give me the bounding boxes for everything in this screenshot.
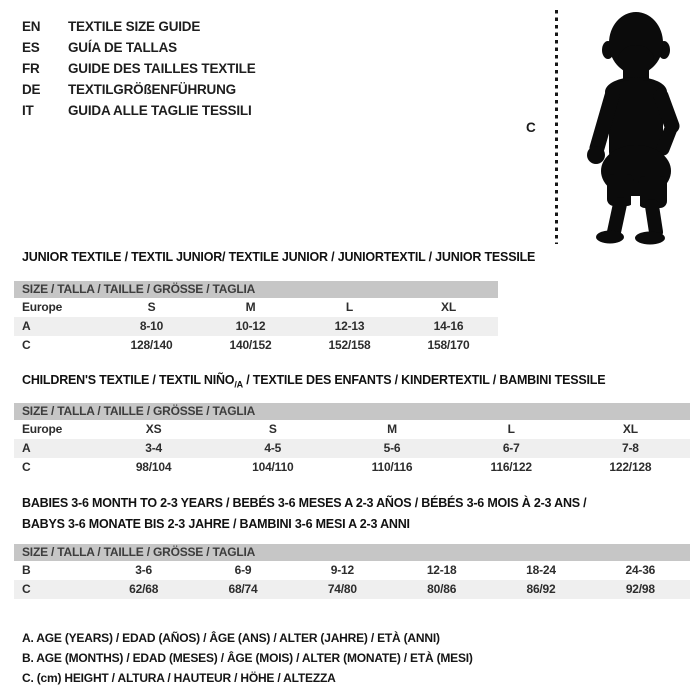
toddler-silhouette-icon <box>566 6 700 246</box>
row-label: C <box>22 582 31 596</box>
months-cell: 3-6 <box>135 563 153 577</box>
table-row <box>14 420 690 439</box>
row-label: B <box>22 563 31 577</box>
height-cell: 80/86 <box>427 582 457 596</box>
size-cell: XS <box>145 422 162 436</box>
language-code: IT <box>22 103 34 118</box>
junior-section-title: JUNIOR TEXTILE / TEXTIL JUNIOR/ TEXTILE JUNIOR / JUNIORTEXTIL / JUNIOR TESSILE <box>22 250 536 264</box>
table-row <box>14 336 498 355</box>
language-label: TEXTILE SIZE GUIDE <box>68 19 201 34</box>
dashed-height-line <box>555 10 558 244</box>
size-cell: S <box>147 300 156 314</box>
row-label: A <box>22 319 31 333</box>
months-cell: 9-12 <box>330 563 354 577</box>
junior-size-header-bar: SIZE / TALLA / TAILLE / GRÖSSE / TAGLIA <box>14 281 498 298</box>
height-cell: 104/110 <box>252 460 294 474</box>
height-cell: 92/98 <box>625 582 655 596</box>
height-cell: 86/92 <box>526 582 556 596</box>
age-cell: 12-13 <box>334 319 365 333</box>
table-row <box>14 298 498 317</box>
table-row <box>14 580 690 599</box>
language-row-it <box>22 100 256 121</box>
height-measure-figure <box>520 6 700 248</box>
language-label: TEXTILGRÖßENFÜHRUNG <box>68 82 236 97</box>
babies-section-title-line2: BABYS 3-6 MONATE BIS 2-3 JAHRE / BAMBINI 3-6 MESI A 2-3 ANNI <box>22 517 410 531</box>
table-row <box>14 458 690 477</box>
legend-line-a: A. AGE (YEARS) / EDAD (AÑOS) / ÂGE (ANS) / ALTER (JAHRE) / ETÀ (ANNI) <box>22 631 440 645</box>
height-cell: 62/68 <box>129 582 159 596</box>
height-cell: 116/122 <box>490 460 532 474</box>
months-cell: 24-36 <box>625 563 656 577</box>
size-cell: S <box>268 422 277 436</box>
table-row <box>14 317 498 336</box>
language-row-es <box>22 37 256 58</box>
height-cell: 158/170 <box>427 338 470 352</box>
months-cell: 18-24 <box>526 563 556 577</box>
size-cell: XL <box>441 300 456 314</box>
language-row-de <box>22 79 256 100</box>
age-cell: 3-4 <box>145 441 162 455</box>
language-code: EN <box>22 19 41 34</box>
age-cell: 14-16 <box>433 319 464 333</box>
height-cell: 68/74 <box>228 582 258 596</box>
height-cell: 152/158 <box>328 338 371 352</box>
legend <box>22 628 473 688</box>
size-cell: L <box>507 422 515 436</box>
height-cell: 140/152 <box>229 338 272 352</box>
children-size-table <box>14 403 690 477</box>
language-label: GUÍA DE TALLAS <box>68 40 177 55</box>
row-label: Europe <box>22 300 63 314</box>
babies-size-header-bar: SIZE / TALLA / TAILLE / GRÖSSE / TAGLIA <box>14 544 690 561</box>
age-cell: 4-5 <box>264 441 282 455</box>
language-code: FR <box>22 61 40 76</box>
language-row-fr <box>22 58 256 79</box>
size-cell: XL <box>622 422 638 436</box>
language-list <box>22 16 256 121</box>
age-cell: 7-8 <box>622 441 639 455</box>
children-size-header-bar: SIZE / TALLA / TAILLE / GRÖSSE / TAGLIA <box>14 403 690 420</box>
height-cell: 122/128 <box>609 460 652 474</box>
height-cell: 74/80 <box>327 582 357 596</box>
size-cell: M <box>387 422 397 436</box>
row-label: A <box>22 441 31 455</box>
babies-size-table <box>14 544 690 599</box>
language-code: ES <box>22 40 40 55</box>
babies-section-title-line1: BABIES 3-6 MONTH TO 2-3 YEARS / BEBÉS 3-6 MESES A 2-3 AÑOS / BÉBÉS 3-6 MOIS À 2-3 ANS / <box>22 496 587 510</box>
age-cell: 6-7 <box>502 441 520 455</box>
months-cell: 6-9 <box>234 563 252 577</box>
language-label: GUIDE DES TAILLES TEXTILE <box>68 61 256 76</box>
children-title-post: / TEXTILE DES ENFANTS / KINDERTEXTIL / BAMBINI TESSILE <box>242 373 606 387</box>
row-label: C <box>22 338 31 352</box>
months-cell: 12-18 <box>426 563 457 577</box>
language-row-en <box>22 16 256 37</box>
size-cell: L <box>345 300 354 314</box>
legend-line-c: C. (cm) HEIGHT / ALTURA / HAUTEUR / HÖHE / ALTEZZA <box>22 671 336 685</box>
legend-line-b: B. AGE (MONTHS) / EDAD (MESES) / ÂGE (MOIS) / ALTER (MONATE) / ETÀ (MESI) <box>22 651 473 665</box>
measure-c-label: C <box>526 120 536 135</box>
age-cell: 5-6 <box>383 441 401 455</box>
junior-size-table <box>14 281 498 355</box>
row-label: C <box>22 460 31 474</box>
height-cell: 128/140 <box>130 338 173 352</box>
children-title-sub: /A <box>234 379 243 390</box>
table-row <box>14 561 690 580</box>
language-code: DE <box>22 82 41 97</box>
children-section-title <box>22 373 605 390</box>
table-row <box>14 439 690 458</box>
height-cell: 98/104 <box>135 460 172 474</box>
row-label: Europe <box>22 422 63 436</box>
height-cell: 110/116 <box>371 460 413 474</box>
children-title-pre: CHILDREN'S TEXTILE / TEXTIL NIÑO <box>22 373 235 387</box>
language-label: GUIDA ALLE TAGLIE TESSILI <box>68 103 252 118</box>
size-cell: M <box>245 300 256 314</box>
age-cell: 10-12 <box>235 319 266 333</box>
age-cell: 8-10 <box>139 319 164 333</box>
